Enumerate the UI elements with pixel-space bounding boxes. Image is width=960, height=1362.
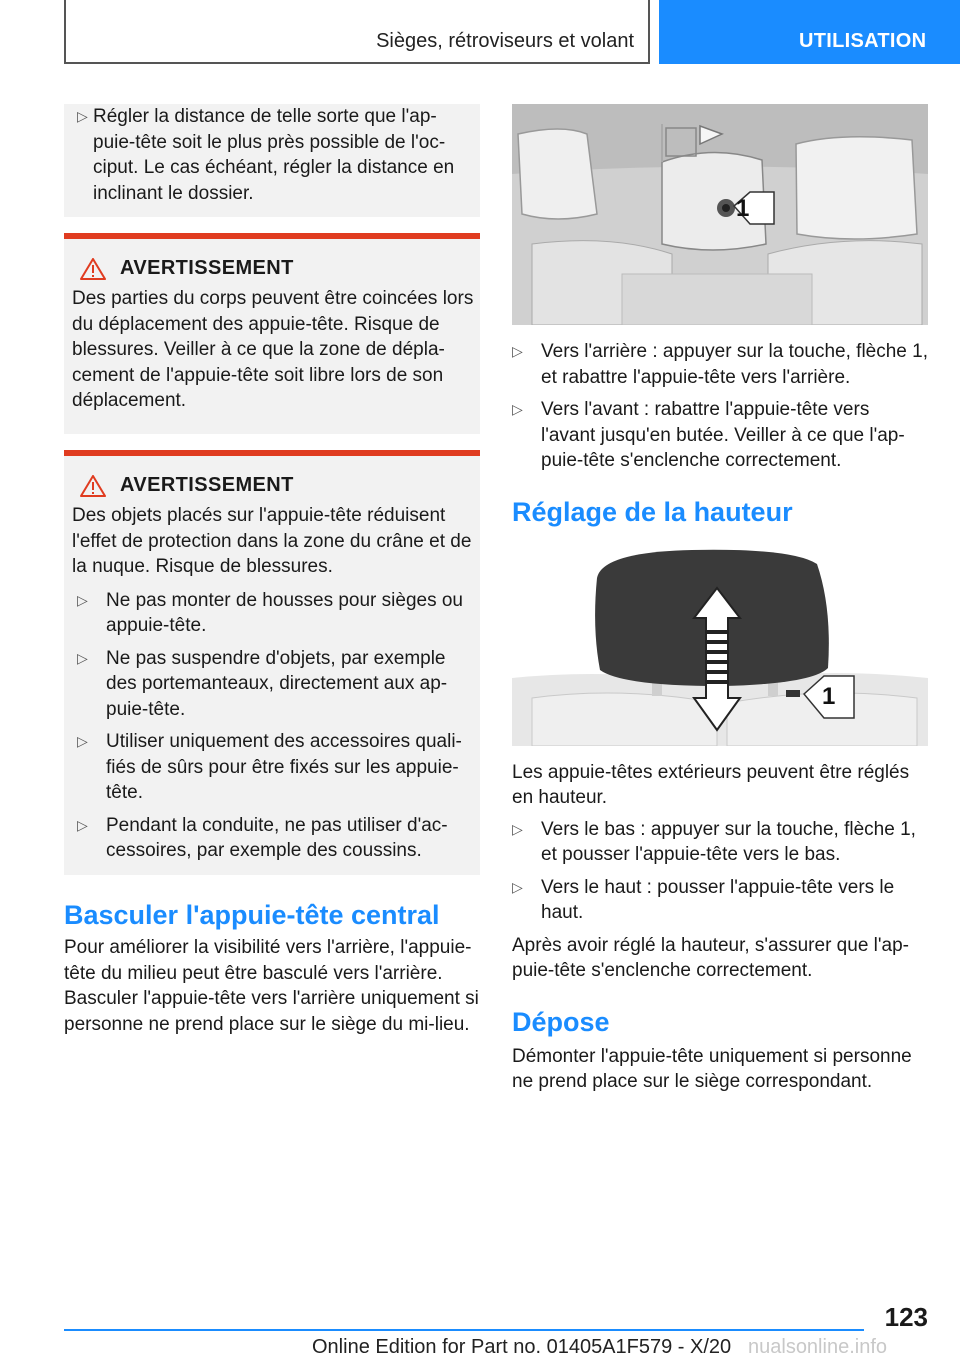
header-chapter-tab (659, 0, 960, 64)
section-heading-removal: Dépose (512, 1006, 610, 1037)
header-section-box (64, 0, 650, 64)
list-item: ▷ Ne pas suspendre d'objets, par exemple des portemanteaux, directement aux ap-puie-tête. (64, 646, 474, 723)
figure-callout-label: 1 (736, 195, 750, 222)
triangle-bullet-icon: ▷ (77, 649, 88, 666)
section-text-tilt: Pour améliorer la visibilité vers l'arrière, l'appuie-tête du milieu peut être basculé vers l'arrière. Basculer l'appuie-tête vers l'arrière uniquement si personne ne prend place sur le siège du mi-lieu. (64, 937, 479, 1035)
height-intro-text: Les appuie-têtes extérieurs peuvent être réglés en hauteur. (512, 761, 910, 808)
page-number: 123 (884, 1302, 928, 1332)
triangle-bullet-icon: ▷ (512, 401, 523, 417)
height-note-text: Après avoir réglé la hauteur, s'assurer que l'ap-puie-tête s'enclenche correctement. (512, 934, 909, 981)
figure-callout-label: 1 (822, 682, 836, 710)
headrest-tilt-illustration (512, 104, 928, 325)
height-bullet-list (512, 817, 928, 926)
warning-box-2 (64, 450, 480, 875)
tilt-bullet-list (512, 339, 928, 474)
list-item: ▷ Pendant la conduite, ne pas utiliser d'ac-cessoires, par exemple des coussins. (64, 813, 474, 864)
list-item: ▷ Vers le bas : appuyer sur la touche, flèche 1, et pousser l'appuie-tête vers le bas. (512, 817, 928, 868)
list-item: ▷ Vers l'avant : rabattre l'appuie-tête vers l'avant jusqu'en butée. Veiller à ce que l'ap-puie-tête s'enclenche correctement. (512, 397, 928, 474)
triangle-bullet-icon: ▷ (512, 878, 523, 895)
footer-divider (64, 1329, 864, 1331)
headrest-height-illustration (512, 548, 928, 746)
warning-text: Des objets placés sur l'appuie-tête réduisent l'effet de protection dans la zone du crâne et de la nuque. Risque de blessures. (72, 505, 472, 577)
triangle-bullet-icon: ▷ (512, 820, 523, 837)
section-heading-tilt: Basculer l'appuie-tête central (64, 900, 440, 930)
footer-edition: Online Edition for Part no. 01405A1F579 - X/20 (312, 1336, 732, 1358)
warning-text: Des parties du corps peuvent être coincées lors du déplacement des appuie-tête. Risque de blessures. Veiller à ce que la zone de dépla-cement de l'appuie-tête soit libre lors de son déplacement. (72, 288, 474, 411)
triangle-bullet-icon: ▷ (77, 591, 88, 608)
warning-triangle-icon (80, 258, 106, 280)
section-heading-height: Réglage de la hauteur (512, 496, 793, 527)
section-title: Sièges, rétroviseurs et volant (376, 30, 634, 52)
warning-box-1 (64, 233, 480, 434)
list-item: ▷ Utiliser uniquement des accessoires quali-fiés de sûrs pour être fixés sur les appuie-tête. (64, 729, 474, 806)
list-item: ▷ Vers l'arrière : appuyer sur la touche, flèche 1, et rabattre l'appuie-tête vers l'arrière. (512, 339, 928, 390)
chapter-title: UTILISATION (799, 30, 927, 52)
triangle-bullet-icon: ▷ (512, 343, 523, 359)
figure-headrest-tilt (512, 104, 928, 325)
figure-headrest-height (512, 548, 928, 746)
triangle-bullet-icon: ▷ (77, 733, 88, 749)
warning-label: AVERTISSEMENT (120, 257, 294, 279)
right-column (512, 104, 928, 1095)
triangle-bullet-icon: ▷ (77, 108, 88, 124)
footer-watermark: nualsonline.info (748, 1336, 887, 1358)
left-column (64, 104, 480, 1037)
list-item: ▷ Ne pas monter de housses pour sièges ou appuie-tête. (64, 588, 474, 639)
removal-text: Démonter l'appuie-tête uniquement si personne ne prend place sur le siège correspondant. (512, 1045, 912, 1092)
list-item: ▷ Vers le haut : pousser l'appuie-tête vers le haut. (512, 875, 928, 926)
warning-label: AVERTISSEMENT (120, 474, 294, 496)
list-item: ▷ Régler la distance de telle sorte que l'ap-puie-tête soit le plus près possible de l'oc-ciput. Le cas échéant, régler la distance en inclinant le dossier. (64, 104, 472, 206)
warning-triangle-icon (80, 475, 106, 497)
intro-box (64, 104, 480, 217)
triangle-bullet-icon: ▷ (77, 816, 88, 833)
